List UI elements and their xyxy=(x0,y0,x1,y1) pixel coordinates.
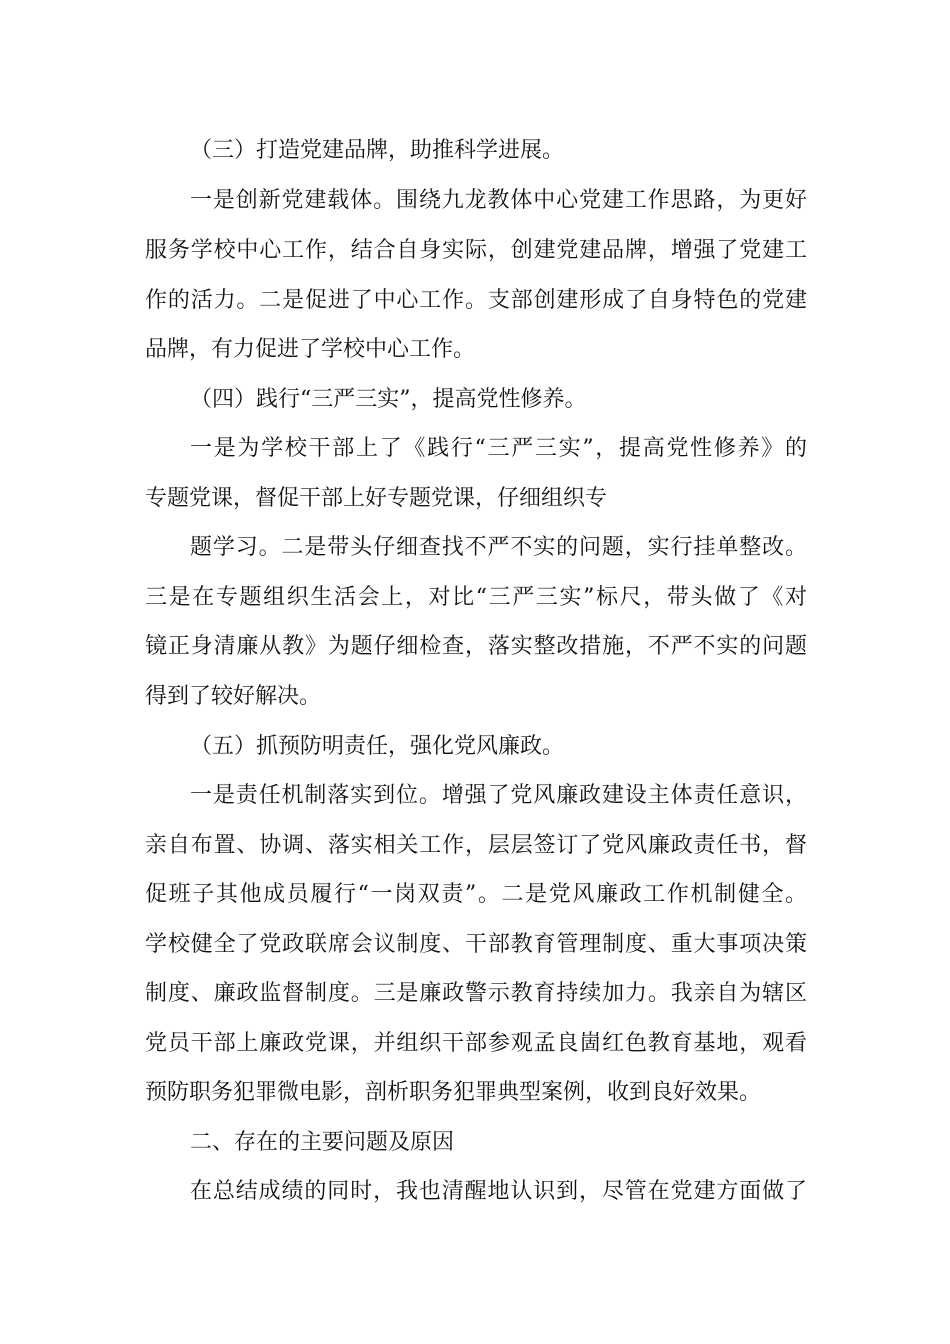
paragraph-line: 党员干部上廉政党课，并组织干部参观孟良崮红色教育基地，观看 xyxy=(145,1031,807,1056)
paragraph-line: 镜正身清廉从教》为题仔细检查，落实整改措施，不严不实的问题 xyxy=(145,634,807,659)
paragraph-line: 专题党课，督促干部上好专题党课，仔细组织专 xyxy=(145,486,608,511)
paragraph-line: 预防职务犯罪微电影，剖析职务犯罪典型案例，收到良好效果。 xyxy=(145,1080,762,1105)
paragraph-line: 题学习。二是带头仔细查找不严不实的问题，实行挂单整改。 xyxy=(190,535,807,560)
section-heading-5: （五）抓预防明责任，强化党风廉政。 xyxy=(190,734,565,759)
paragraph-line: 亲自布置、协调、落实相关工作，层层签订了党风廉政责任书，督 xyxy=(145,833,807,858)
section-heading-3: （三）打造党建品牌，助推科学进展。 xyxy=(190,138,565,163)
paragraph-line: 得到了较好解决。 xyxy=(145,684,322,709)
paragraph-line: 品牌，有力促进了学校中心工作。 xyxy=(145,337,476,362)
paragraph-line: 服务学校中心工作，结合自身实际，创建党建品牌，增强了党建工 xyxy=(145,238,807,263)
paragraph-line: 一是责任机制落实到位。增强了党风廉政建设主体责任意识， xyxy=(190,783,807,808)
paragraph-line: 在总结成绩的同时，我也清醒地认识到，尽管在党建方面做了 xyxy=(190,1179,807,1204)
paragraph-line: 学校健全了党政联席会议制度、干部教育管理制度、重大事项决策 xyxy=(145,932,807,957)
paragraph-line: 三是在专题组织生活会上，对比“三严三实”标尺，带头做了《对 xyxy=(145,585,807,610)
paragraph-line: 促班子其他成员履行“一岗双责”。二是党风廉政工作机制健全。 xyxy=(145,882,807,907)
chapter-heading-2: 二、存在的主要问题及原因 xyxy=(190,1130,455,1155)
paragraph-line: 制度、廉政监督制度。三是廉政警示教育持续加力。我亲自为辖区 xyxy=(145,981,807,1006)
section-heading-4: （四）践行“三严三实”，提高党性修养。 xyxy=(190,387,587,412)
paragraph-line: 作的活力。二是促进了中心工作。支部创建形成了自身特色的党建 xyxy=(145,288,807,313)
paragraph-line: 一是创新党建载体。围绕九龙教体中心党建工作思路，为更好 xyxy=(190,188,807,213)
paragraph-line: 一是为学校干部上了《践行“三严三实”，提高党性修养》的 xyxy=(190,436,807,461)
